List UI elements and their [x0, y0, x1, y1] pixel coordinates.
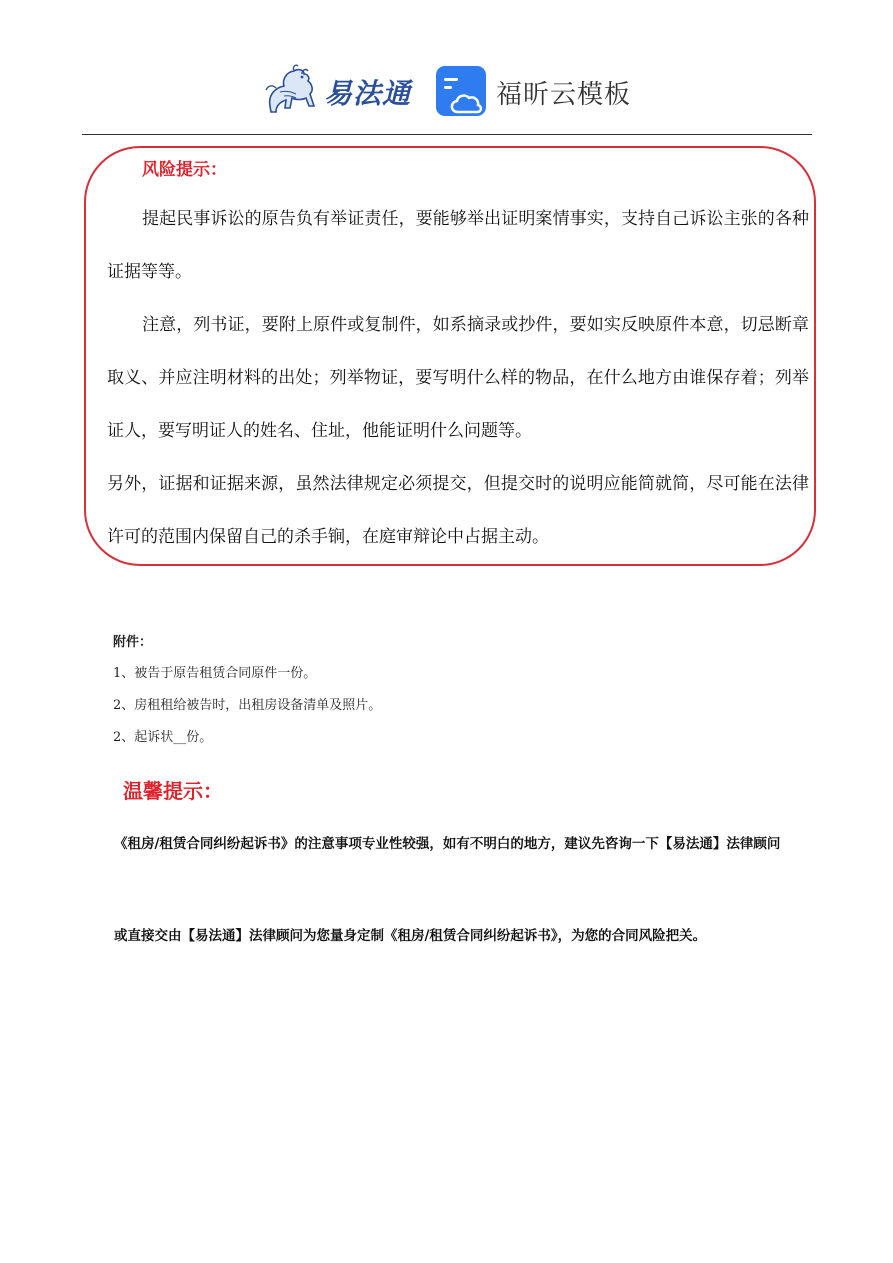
foxit-cloud-template-logo — [436, 66, 636, 118]
attachment-item: 2、房租租给被告时，出租房设备清单及照片。 — [113, 698, 382, 713]
yifatong-logo — [262, 62, 412, 118]
page-header — [0, 0, 893, 136]
risk-paragraph-3: 另外，证据和证据来源，虽然法律规定必须提交，但提交时的说明应能简就简，尽可能在法律许可的范围内保留自己的杀手锏，在庭审辩论中占据主动。 — [107, 474, 809, 547]
warm-tip-paragraph-1: 《租房/租赁合同纠纷起诉书》的注意事项专业性较强，如有不明白的地方，建议先咨询一下【易法通】法律顾问 — [114, 836, 781, 852]
attachments-title: 附件： — [113, 635, 153, 650]
risk-warning-title: 风险提示： — [142, 160, 227, 180]
risk-paragraph-1: 提起民事诉讼的原告负有举证责任，要能够举出证明案情事实，支持自己诉讼主张的各种证据等等。 — [107, 209, 809, 282]
risk-paragraph-2: 注意，列书证，要附上原件或复制件，如系摘录或抄件，要如实反映原件本意，切忌断章取义、并应注明材料的出处；列举物证，要写明什么样的物品，在什么地方由谁保存着；列举证人，要写明证人的姓名、住址，他能证明什么问题等。 — [107, 315, 809, 441]
attachment-item: 2、起诉状__份。 — [113, 730, 213, 745]
foxit-logo-text: 福昕云模板 — [496, 80, 632, 110]
yifatong-logo-text: 易法通 — [324, 77, 412, 110]
attachment-item: 1、被告于原告租赁合同原件一份。 — [113, 666, 317, 681]
warm-tip-title: 温馨提示： — [123, 779, 223, 803]
warm-tip-paragraph-2: 或直接交由【易法通】法律顾问为您量身定制《租房/租赁合同纠纷起诉书》，为您的合同风险把关。 — [114, 928, 707, 944]
cloud-document-icon — [436, 66, 486, 116]
qilin-beast-icon — [262, 62, 324, 118]
header-divider — [82, 134, 812, 135]
